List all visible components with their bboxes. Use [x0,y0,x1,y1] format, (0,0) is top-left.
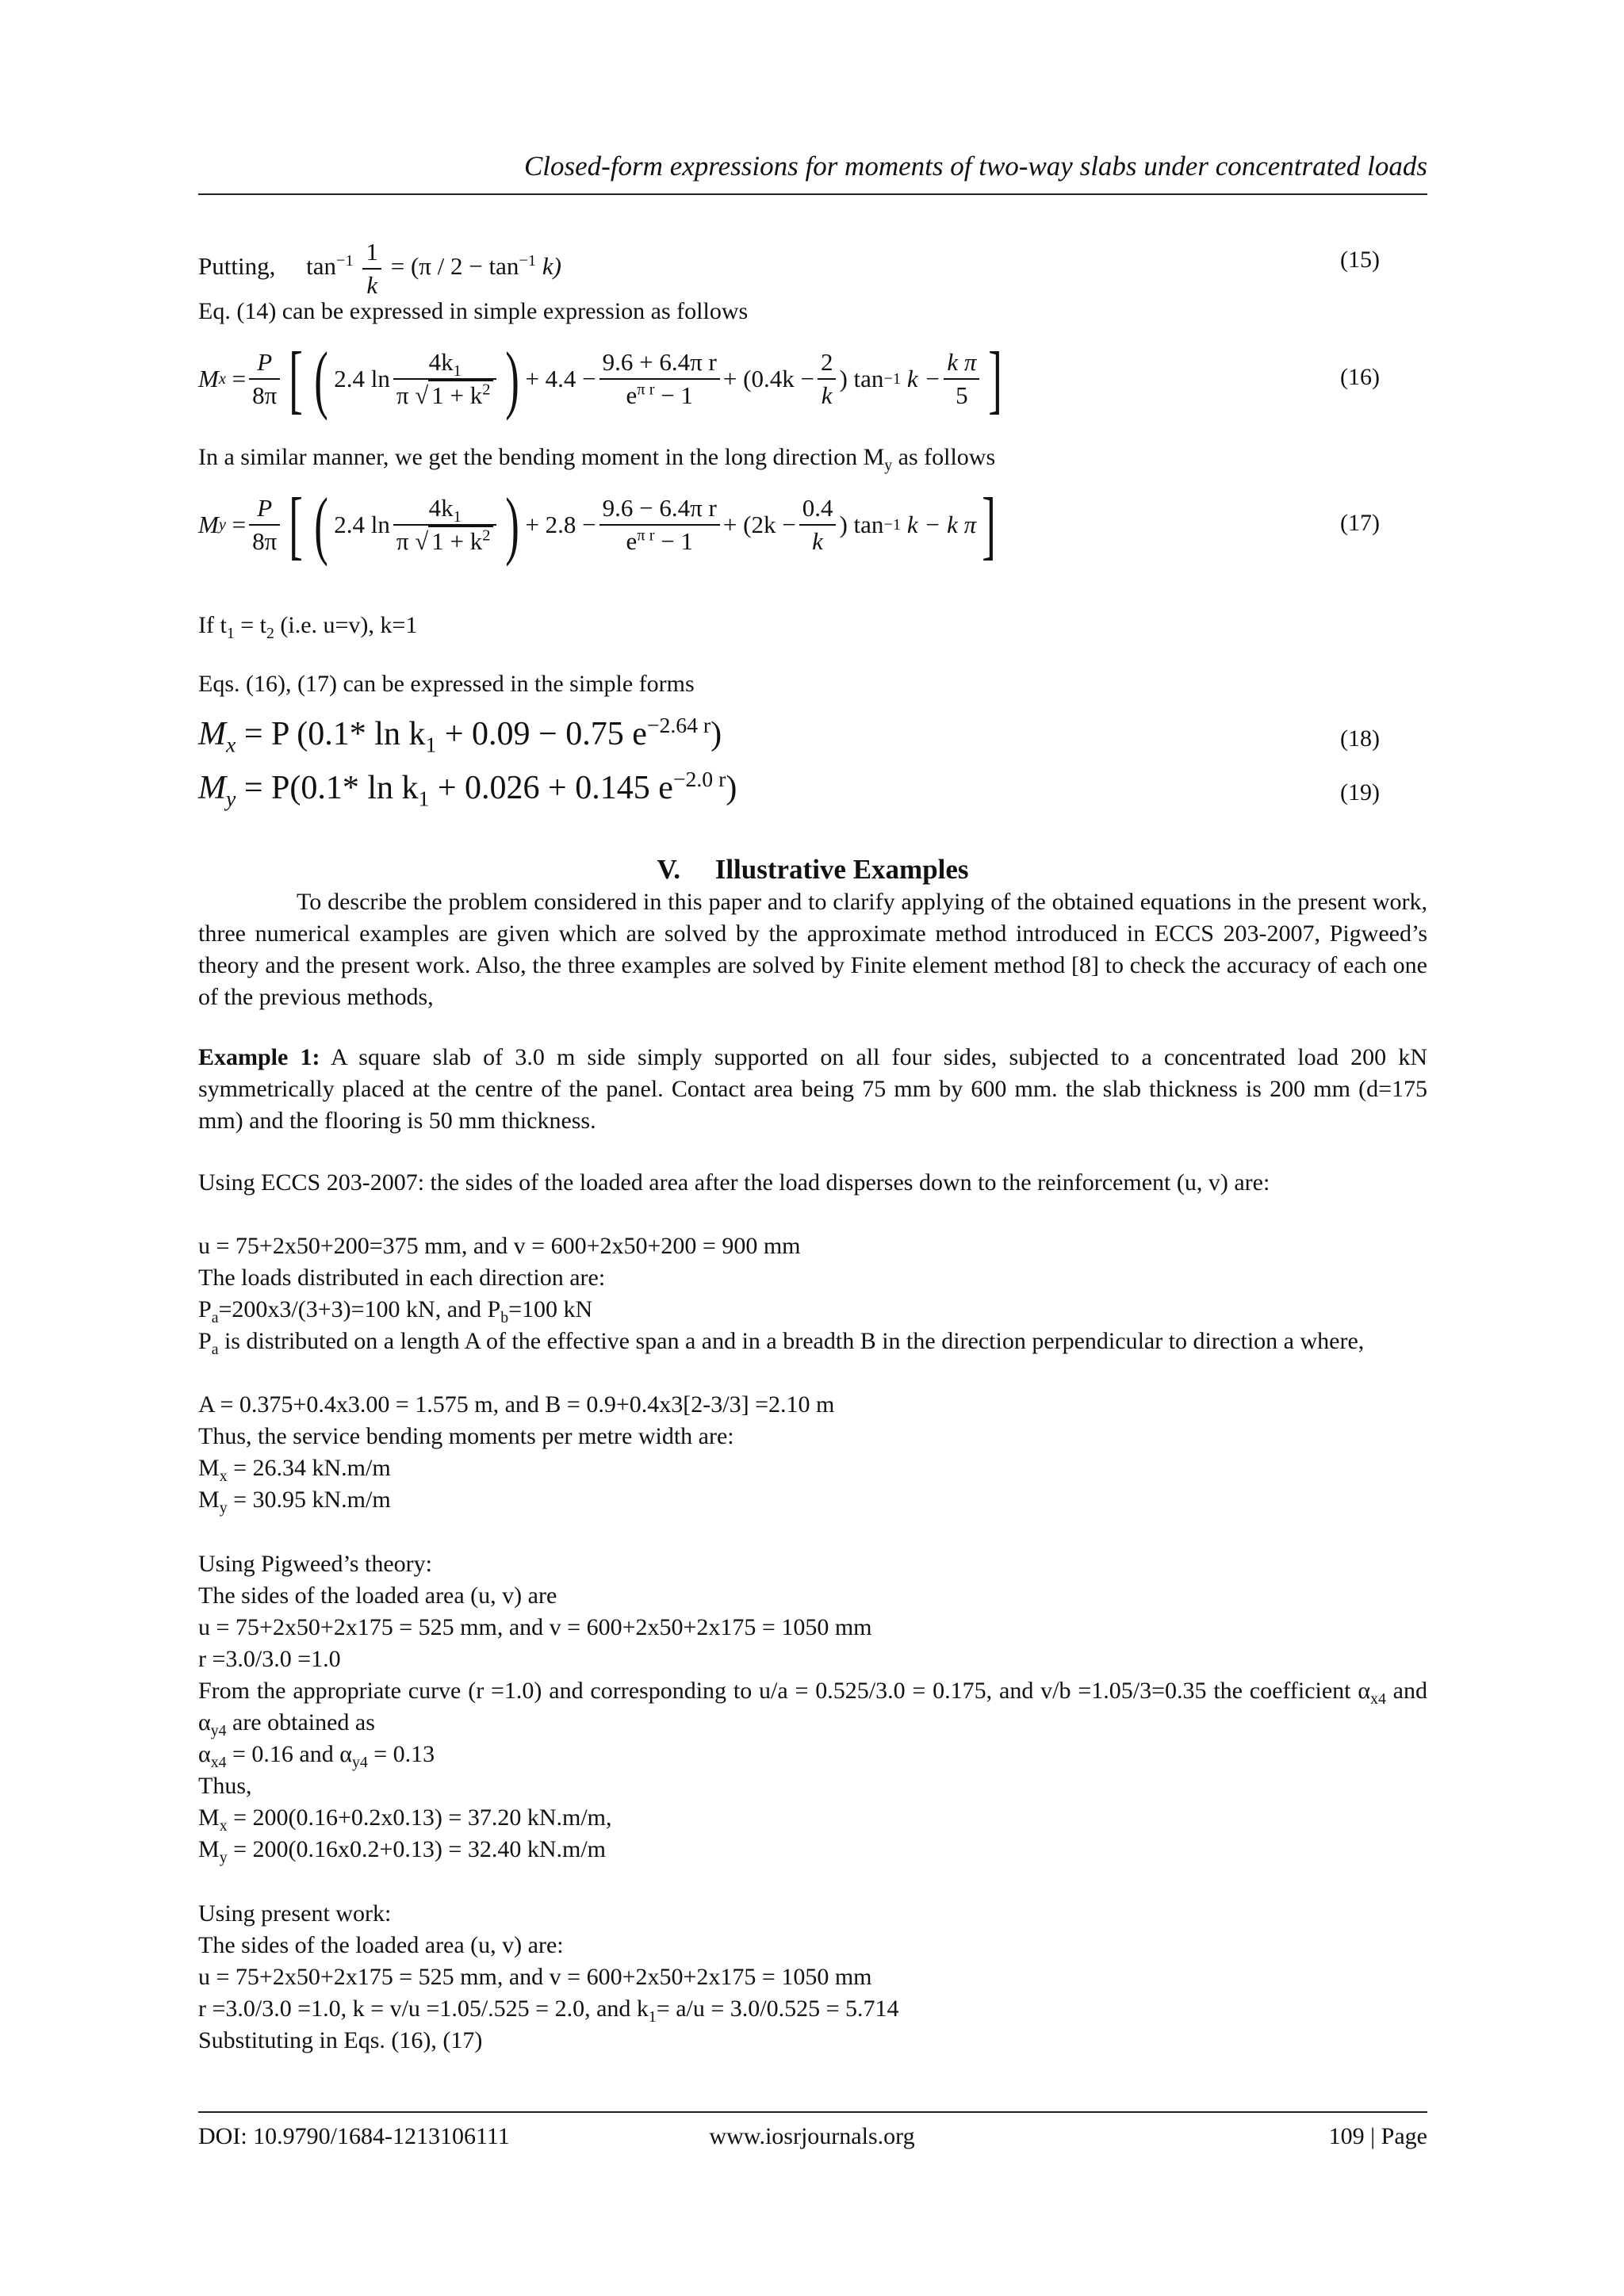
equation-19: $M_y = P(0.1*$ $\ln k_1 + 0.026 + 0.145$ $e^{-2.0 r}$) [198,767,737,811]
pigweed-r: r =3.0/3.0 =1.0 [198,1646,341,1672]
header-rule [198,193,1427,195]
footer-rule [198,2111,1427,2113]
equation-15: Putting, $\tan^{-1}$ $\frac{1}{k}$ = $(\pi / 2 - \tan^{-1} k)$ [198,238,561,299]
footer-page-number: 109 | Page [1328,2123,1427,2149]
present-substituting: Substituting in Eqs. (16), (17) [198,2027,483,2053]
equation-number-17: (17) [1340,510,1380,536]
equation-16: M x = $\frac{P}{8\pi}$ [ ( 2.4 ln $\frac{4k_1}{\pi √ 1 + k^2}$ ) + 4.4 − $\frac{\text{9.6 + 6.4π r}}{e^{\pi r} - 1}$ + (0.4k − $\frac{2}{k}$ ) tan −1 k − $\frac{\text{k π}}{5}$ ] [198,336,1003,421]
pigweed-alpha: $\alpha_{x4} = 0.16$ and $\alpha_{y4} = 0.13$ [198,1741,435,1771]
eccs-my: $M_y = 30.95$ kN.m/m [198,1487,391,1517]
pigweed-sides: The sides of the loaded area (u, v) are [198,1582,557,1609]
intro-paragraph: To describe the problem considered in this paper and to clarify applying of the obtained equations in the present work, three numerical examples are given which are solved by the approximate method introduced in ECCS 203-2007, Pigweed’s theory and the present work. Also, the three examples are solved by Finite element method [8] to check the accuracy of each one of the previous methods, [198,889,1427,1010]
present-head: Using present work: [198,1900,392,1927]
equation-number-19: (19) [1340,779,1380,806]
running-title: Closed-form expressions for moments of two-way slabs under concentrated loads [523,151,1427,182]
pigweed-my: $M_y = 200(0.16x0.2+0.13) = 32.40$ kN.m/m [198,1836,606,1866]
present-sides: The sides of the loaded area (u, v) are: [198,1932,564,1958]
eccs-mx: $M_x = 26.34$ kN.m/m [198,1455,391,1485]
my-intro: In a similar manner, we get the bending moment in the long direction $M_y$ as follows [198,444,996,474]
eccs-distributed: The loads distributed in each direction are: [198,1265,606,1291]
eccs-distribution-text: $P_a$ is distributed on a length A of the effective span a and in a breadth B in the direction perpendicular to direction a where, [198,1328,1365,1358]
present-r-k: r =3.0/3.0 =1.0, k = v/u =1.05/.525 = 2.0, and $k_1= a/u = 3.0/0.525 = 5.714$ [198,1996,899,2026]
equation-17: M y = $\frac{P}{8\pi}$ [ ( 2.4 ln $\frac{4k_1}{\pi √ 1 + k^2}$ ) + 2.8 − $\frac{\text{9.6 − 6.4π r}}{e^{\pi r} - 1}$ + (2k − $\frac{0.4}{k}$ ) tan −1 k − k π ] [198,482,996,567]
pigweed-head: Using Pigweed’s theory: [198,1551,432,1577]
footer-doi: DOI: 10.9790/1684-1213106111 [198,2123,510,2149]
example-1-label: Example 1: [198,1044,320,1070]
footer-website: www.iosrjournals.org [709,2123,915,2149]
equation-number-16: (16) [1340,364,1380,390]
if-condition: If $t_1 = t_2$ (i.e. u=v), k=1 [198,612,418,642]
example-1-paragraph: Example 1: A square slab of 3.0 m side simply supported on all four sides, subjected to a concentrated load 200 kN symmetrically placed at the centre of the panel. Contact area being 75 mm by 600 mm. the slab thickness is 200 mm (d=175 mm) and the flooring is 50 mm thickness. [198,1044,1427,1134]
pigweed-curve-paragraph: From the appropriate curve (r =1.0) and corresponding to u/a = 0.525/3.0 = 0.175, and v/b =1.05/3=0.35 the coefficient $\alpha_{x4}$ and $\alpha_{y4}$ are obtained as [198,1678,1427,1739]
equation-number-15: (15) [1340,247,1380,273]
eq14-intro: Eq. (14) can be expressed in simple expression as follows [198,298,749,324]
equation-18: $M_x = P$ (0.1* $\ln k_1 + 0.09 - 0.75$ $e^{-2.64 r}$) [198,713,722,757]
eccs-pa-pb: $P_a=200x3/(3+3)=100$ kN, and $P_b=100$ kN [198,1296,593,1326]
pigweed-uv: u = 75+2x50+2x175 = 525 mm, and v = 600+2x50+2x175 = 1050 mm [198,1614,872,1640]
eqs-intro: Eqs. (16), (17) can be expressed in the simple forms [198,671,695,697]
eccs-uv: u = 75+2x50+200=375 mm, and v = 600+2x50+200 = 900 mm [198,1233,801,1259]
eccs-a-b: A = 0.375+0.4x3.00 = 1.575 m, and B = 0.9+0.4x3[2-3/3] =2.10 m [198,1391,835,1418]
section-heading: V. Illustrative Examples [657,854,969,885]
pigweed-thus: Thus, [198,1773,252,1799]
pigweed-mx: $M_x = 200(0.16+0.2x0.13) = 37.20$ kN.m/m, [198,1804,612,1835]
equation-number-18: (18) [1340,725,1380,752]
eccs-thus: Thus, the service bending moments per metre width are: [198,1423,734,1449]
eccs-paragraph: Using ECCS 203-2007: the sides of the loaded area after the load disperses down to the reinforcement (u, v) are: [198,1169,1270,1196]
present-uv: u = 75+2x50+2x175 = 525 mm, and v = 600+2x50+2x175 = 1050 mm [198,1964,872,1990]
